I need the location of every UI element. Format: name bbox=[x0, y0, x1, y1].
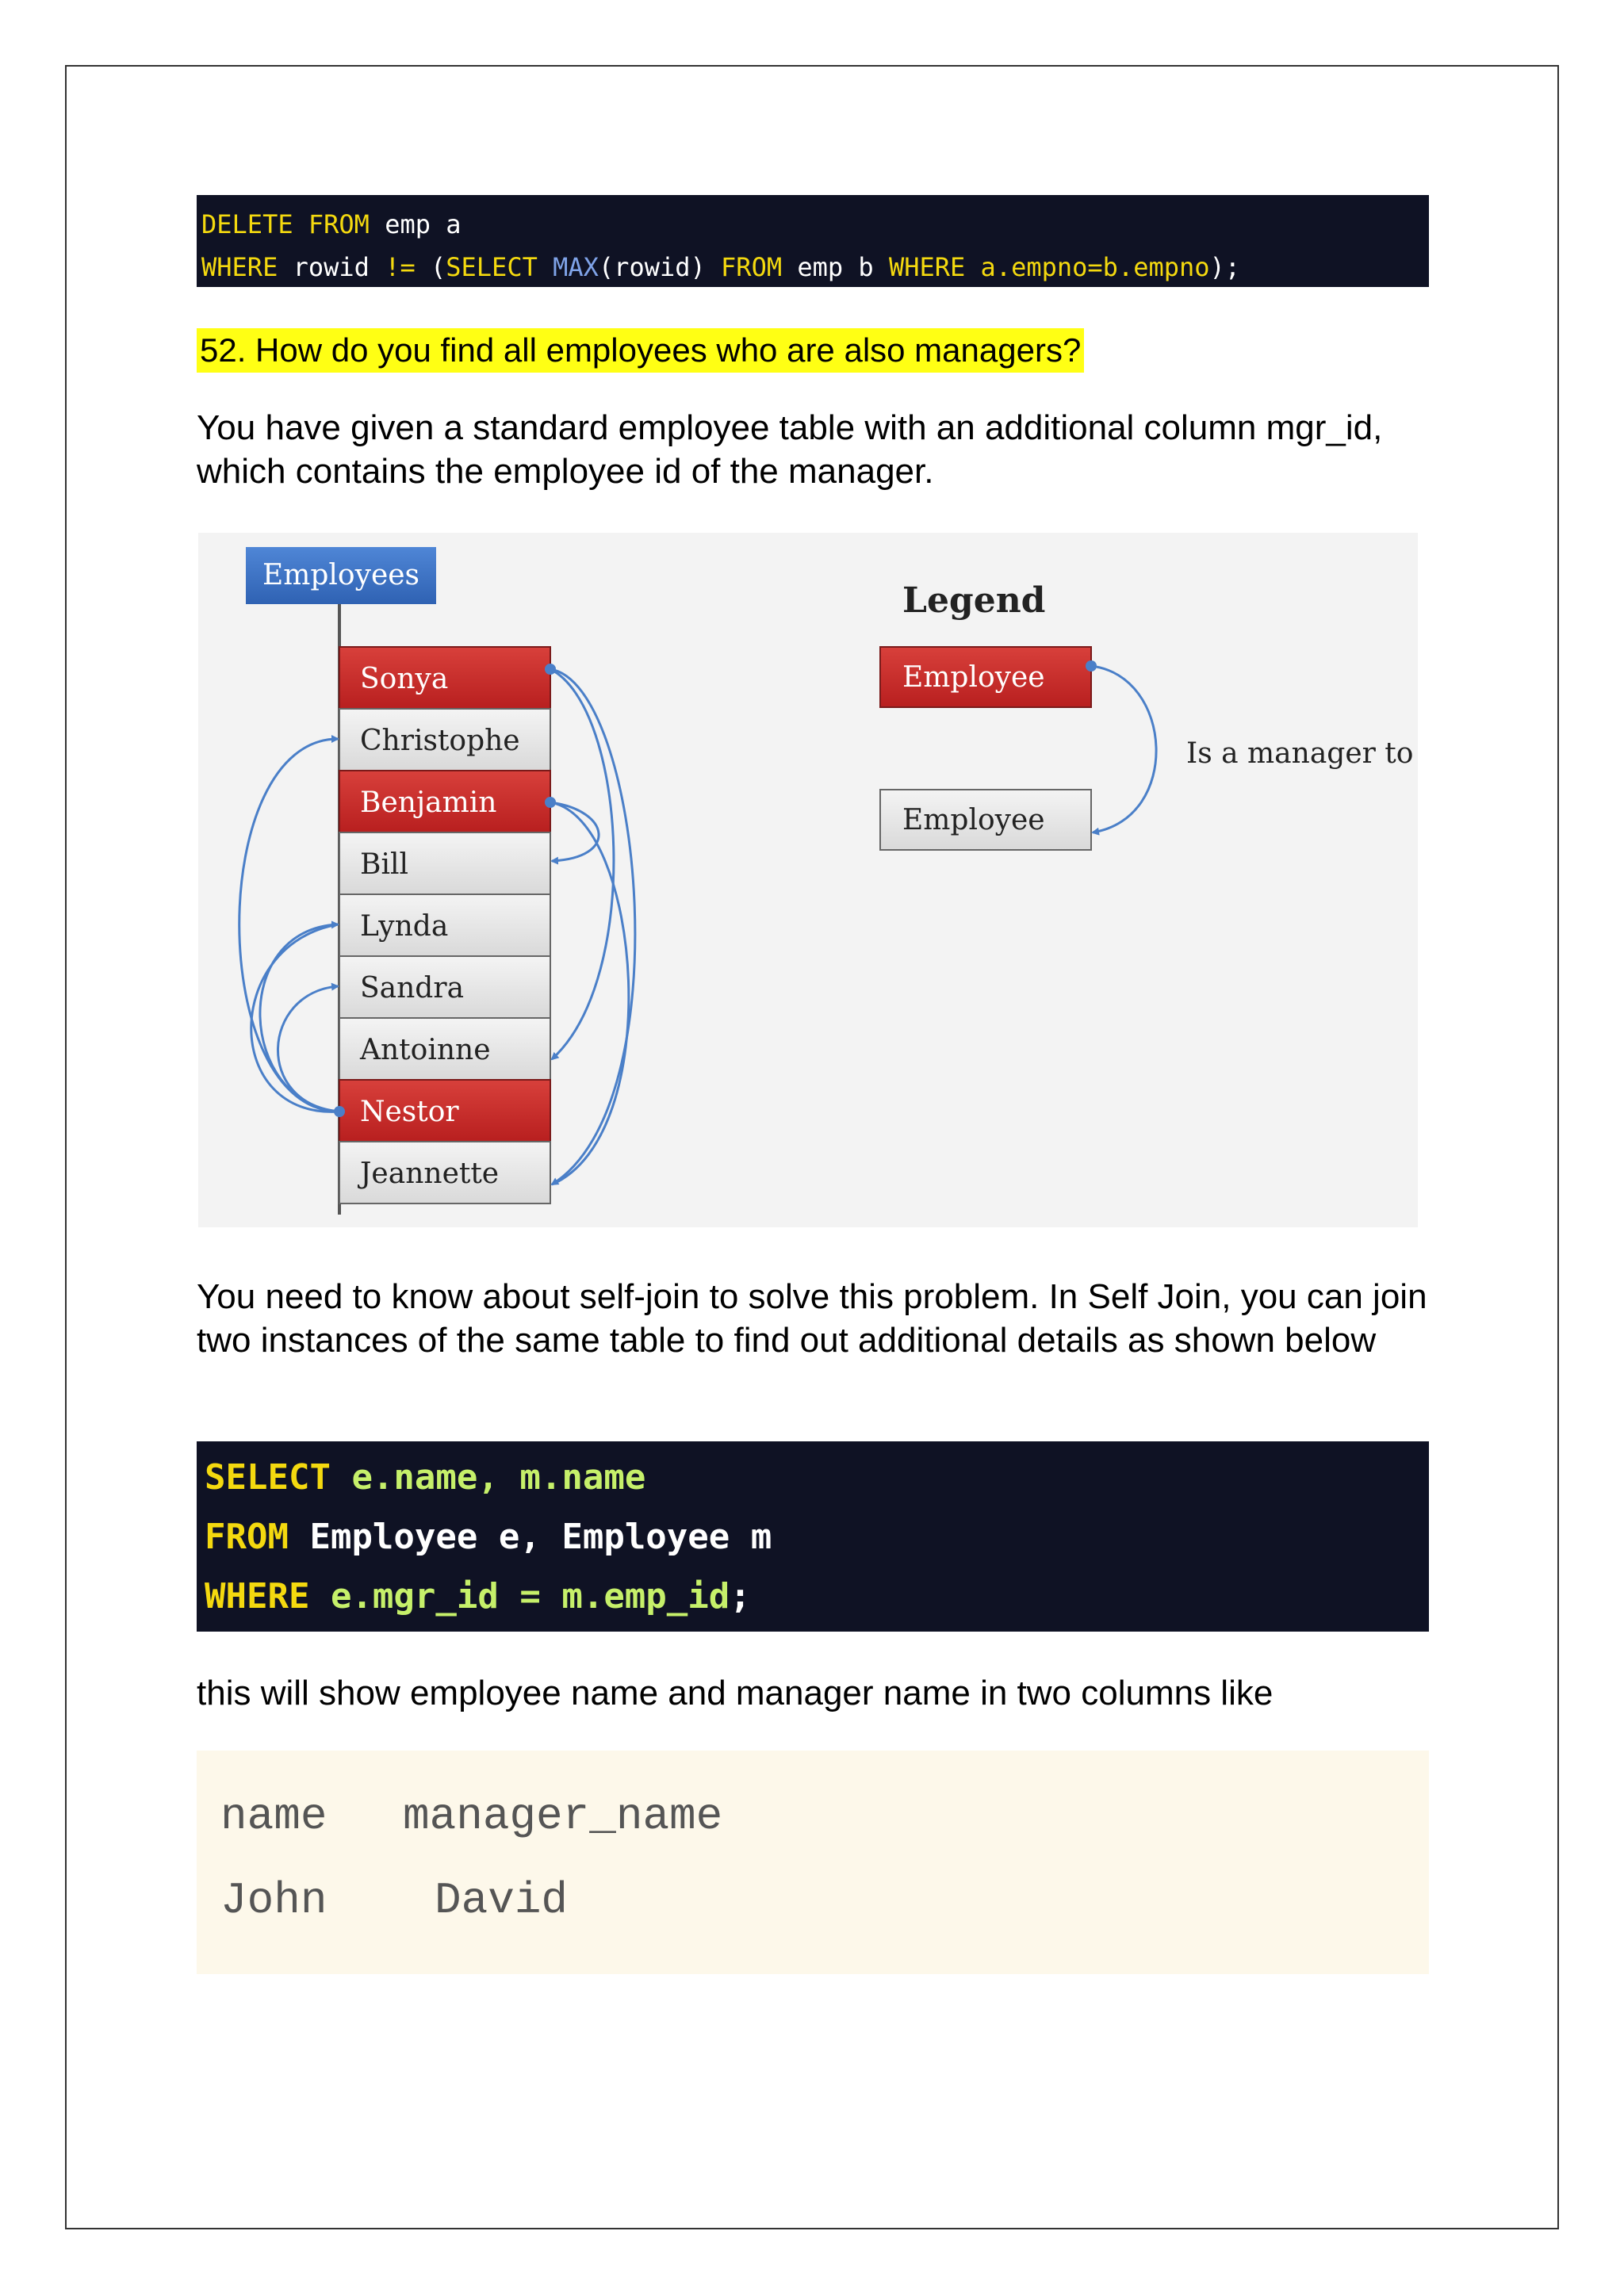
employee-name: Sonya bbox=[360, 663, 449, 695]
result-header-name: name bbox=[220, 1791, 327, 1842]
employees-title: Employees bbox=[262, 559, 420, 591]
employee-name: Lynda bbox=[360, 910, 449, 943]
question-heading: 52. How do you find all employees who are also managers? bbox=[197, 328, 1084, 373]
legend-relation-label: Is a manager to bbox=[1186, 737, 1414, 770]
legend-title: Legend bbox=[902, 580, 1046, 621]
employee-name: Jeannette bbox=[360, 1158, 500, 1190]
self-join-paragraph: You need to know about self-join to solve this problem. In Self Join, you can join two instances of the same table to find out additional details as shown below bbox=[197, 1277, 1427, 1360]
result-description: this will show employee name and manager name in two columns like bbox=[197, 1674, 1274, 1712]
legend-employee-label: Employee bbox=[902, 804, 1045, 836]
intro-paragraph: You have given a standard employee table with an additional column mgr_id, which contains the employee id of the manager. bbox=[197, 408, 1383, 491]
employee-name: Christophe bbox=[360, 725, 520, 757]
employee-name: Benjamin bbox=[360, 786, 497, 819]
result-cell-manager: David bbox=[435, 1875, 569, 1926]
employee-name: Bill bbox=[360, 848, 408, 881]
employee-name: Nestor bbox=[360, 1096, 459, 1128]
result-header-manager: manager_name bbox=[403, 1791, 723, 1842]
employee-name: Sandra bbox=[360, 972, 465, 1004]
employee-diagram bbox=[198, 533, 1418, 1227]
result-cell-name: John bbox=[220, 1875, 327, 1926]
legend-manager-label: Employee bbox=[902, 661, 1045, 694]
manager-arrows-left bbox=[239, 739, 345, 1117]
result-data-row bbox=[220, 1858, 1429, 1942]
employee-name: Antoinne bbox=[360, 1034, 491, 1066]
result-table bbox=[197, 1751, 1429, 1974]
result-header-row bbox=[220, 1774, 1429, 1858]
delete-code-block: DELETE FROM emp a WHERE rowid != (SELECT MAX(rowid) FROM emp b WHERE a.empno=b.empno); bbox=[197, 195, 1429, 287]
manager-arrows-right bbox=[545, 664, 635, 1184]
legend-arrow bbox=[1091, 666, 1156, 832]
select-code-block: SELECT e.name, m.name FROM Employee e, Employee m WHERE e.mgr_id = m.emp_id; bbox=[197, 1441, 1429, 1632]
employee-list bbox=[339, 647, 550, 1203]
